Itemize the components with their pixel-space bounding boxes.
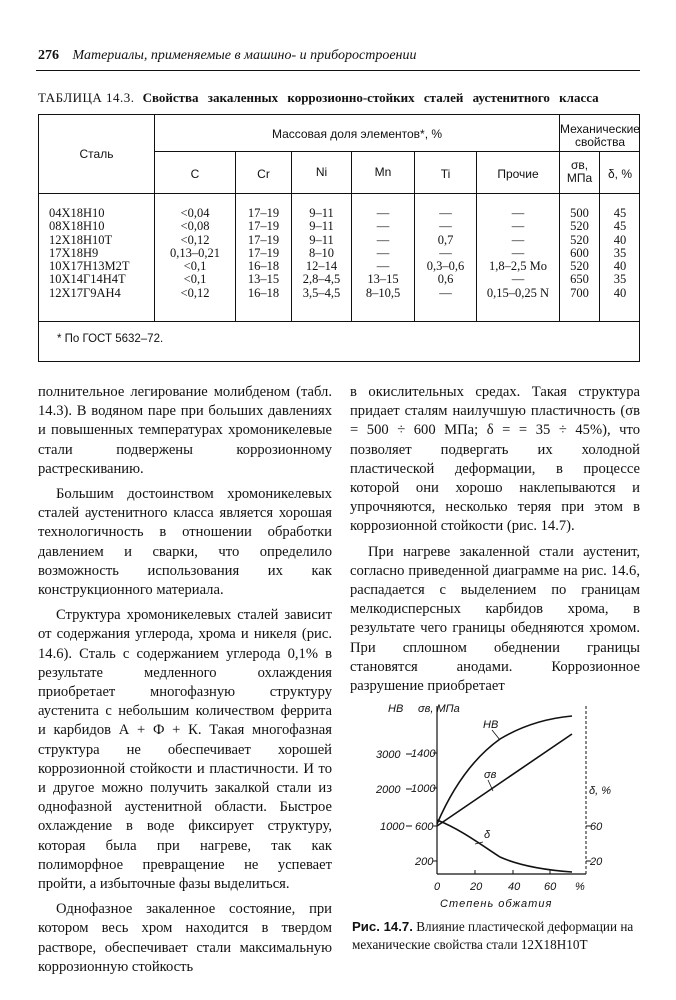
axis-title-sigma: σв, МПа	[418, 703, 460, 715]
table-cell-steel: 12Х17Г9АН4	[49, 285, 121, 300]
table-cell-delta: 45	[613, 219, 627, 234]
table-cell-sigma: 520	[570, 259, 589, 274]
table-cell-cr: 17–19	[247, 206, 280, 220]
col-header-sigma: σв, МПа	[566, 158, 593, 185]
table-cell-delta: 40	[613, 259, 627, 274]
table-cell-cr: 16–18	[247, 259, 280, 274]
table-cell-ti: —	[439, 245, 452, 260]
delta-column	[600, 207, 640, 300]
properties-table	[38, 114, 640, 362]
x-tick: 20	[470, 881, 483, 893]
table-cell-steel: 08Х18Н10	[49, 219, 105, 234]
col-header-ti: Ti	[440, 167, 451, 181]
table-subheader-rule	[154, 151, 639, 152]
table-cell-steel: 04Х18Н10	[49, 206, 105, 220]
table-cell-delta: 35	[613, 272, 627, 287]
table-cell-delta: 40	[613, 285, 627, 300]
x-axis-title: Степень обжатия	[440, 898, 553, 910]
table-cell-ti: 0,6	[437, 272, 454, 287]
col-header-steel: Сталь	[79, 147, 114, 161]
figure-caption-text: Влияние пластической деформации на механические свойства стали 12Х18Н10Т	[352, 919, 634, 952]
col-header-delta: δ, %	[607, 167, 633, 181]
table-cell-cr: 17–19	[247, 245, 280, 260]
running-title: Материалы, применяемые в машино- и приборостроении	[72, 48, 417, 63]
table-cell-ni: 9–11	[309, 219, 334, 234]
table-cell-ni: 9–11	[309, 206, 334, 220]
x-tick: 60	[544, 881, 557, 893]
table-cell-other: 1,8–2,5 Mo	[489, 259, 547, 274]
x-tick: %	[575, 881, 585, 893]
paragraph: в окислительных средах. Такая структура придает сталям наилучшую пластичность (σв = 500 ÷ 600 МПа; δ = = 35 ÷ 45%), что позволяет подвергать их холодной пластической деформации, в процессе которой они хорошо наклепываются и упрочняются, несколько теряя при этом в коррозионной стойкости (рис. 14.7).	[350, 384, 640, 535]
table-cell-ni: 9–11	[309, 232, 334, 247]
paragraph: Структура хромоникелевых сталей зависит от содержания углерода, хрома и никеля (рис. 14.6). Сталь с содержанием углерода 0,1% в результате медленного охлаждения приобретает многофазную структуру аустенита с небольшим количеством феррита и карбидов А + Ф + К. Такая многофазная структура не обеспечивает хорошей коррозионной стойкости и пластичности. И то и другое можно получить закалкой стали из однофазной аустенитной области. Быстрое охлаждение в воде фиксирует структуру, которая была при нагреве, так как полиморфное превращение не успевает пройти, а избыточные фазы выделиться.	[38, 607, 332, 893]
sigma-tick: 600	[415, 821, 434, 833]
group-header-mechanical: Механические свойства	[560, 122, 640, 149]
hb-curve	[437, 716, 572, 824]
c-column	[155, 207, 235, 300]
mn-column	[352, 207, 414, 300]
table-cell-delta: 40	[613, 232, 627, 247]
col-header-ni: Ni	[315, 165, 328, 179]
table-cell-cr: 16–18	[247, 285, 280, 300]
table-cell-c: <0,12	[180, 285, 210, 300]
table-cell-c: <0,04	[180, 206, 210, 220]
ni-column	[292, 207, 351, 300]
table-cell-ni: 8–10	[309, 245, 334, 260]
table-cell-c: <0,1	[183, 272, 207, 287]
table-cell-sigma: 500	[570, 206, 589, 220]
table-cell-other: —	[511, 272, 525, 287]
table-cell-sigma: 520	[570, 219, 589, 234]
table-cell-ni: 12–14	[305, 259, 338, 274]
sigma-curve-label: σв	[484, 769, 497, 781]
axis-title-delta: δ, %	[589, 785, 612, 797]
sigma-tick: 1400	[411, 748, 436, 760]
table-cell-c: 0,13–0,21	[170, 245, 220, 260]
col-header-other: Прочие	[497, 167, 539, 181]
table-caption	[38, 90, 599, 106]
steel-column	[49, 207, 153, 300]
table-cell-ni: 2,8–4,5	[302, 272, 341, 287]
cr-column	[236, 207, 291, 300]
paragraph: полнительное легирование молибденом (табл. 14.3). В водяном паре при больших давлениях и повышенных температурах хромоникелевые стали подвержены коррозионному растрескиванию.	[38, 384, 332, 477]
table-caption-lead: ТАБЛИЦА 14.3.	[38, 90, 135, 105]
col-header-c: C	[190, 167, 200, 181]
group-header-composition: Массовая доля элементов*, %	[271, 127, 443, 141]
left-text-column	[38, 383, 332, 977]
delta-curve	[437, 820, 572, 872]
figure-caption	[352, 918, 642, 954]
page-number: 276	[38, 48, 59, 63]
table-cell-mn: 8–10,5	[365, 285, 401, 300]
table-cell-ti: —	[439, 206, 452, 220]
sigma-curve	[437, 734, 572, 826]
paragraph: При нагреве закаленной стали аустенит, согласно приведенной диаграмме на рис. 14.6, распадается с выделением по границам мелкодисперсных карбидов хрома, в результате чего границы обедняются хромом. При сплошном обеднении границы становятся анодами. Коррозионное разрушение приобретает	[350, 543, 640, 695]
table-header-rule	[39, 193, 639, 194]
col-header-cr: Cr	[257, 167, 270, 181]
table-cell-other: —	[511, 206, 525, 220]
table-cell-cr: 13–15	[247, 272, 280, 287]
sigma-column	[560, 207, 599, 300]
hb-tick: 3000	[376, 749, 401, 761]
table-cell-delta: 45	[613, 206, 627, 220]
table-cell-other: —	[511, 245, 525, 260]
table-cell-ti: 0,3–0,6	[426, 259, 465, 274]
table-cell-other: 0,15–0,25 N	[486, 285, 550, 300]
table-cell-steel: 17Х18Н9	[49, 245, 99, 260]
hb-tick: 2000	[376, 784, 401, 796]
paragraph: Однофазное закаленное состояние, при котором весь хром находится в твердом растворе, обеспечивает стали максимальную коррозионную стойкость	[38, 901, 332, 975]
table-caption-title: Свойства закаленных коррозионно-стойких сталей аустенитного класса	[142, 90, 599, 105]
x-tick: 0	[434, 881, 441, 893]
paragraph: Большим достоинством хромоникелевых сталей аустенитного класса является хорошая технологичность в отношении обработки давлением и сварки, что определило возможность использования их как конструкционного материала.	[38, 486, 332, 599]
table-cell-delta: 35	[613, 245, 627, 260]
table-cell-mn: —	[376, 259, 390, 274]
right-text-column	[350, 383, 640, 696]
table-cell-ni: 3,5–4,5	[302, 285, 341, 300]
figure-plot	[360, 694, 630, 916]
table-cell-c: <0,12	[180, 232, 210, 247]
x-tick: 40	[508, 881, 521, 893]
table-cell-sigma: 520	[570, 232, 589, 247]
delta-tick: 60	[590, 821, 603, 833]
table-cell-ti: —	[439, 285, 452, 300]
table-cell-mn: —	[376, 232, 390, 247]
delta-tick: 20	[590, 856, 603, 868]
table-footnote: * По ГОСТ 5632–72.	[57, 333, 164, 345]
table-cell-other: —	[511, 219, 525, 234]
sigma-tick: 1000	[411, 783, 436, 795]
sigma-tick: 200	[415, 856, 434, 868]
table-cell-sigma: 600	[570, 245, 589, 260]
table-cell-c: <0,1	[183, 259, 207, 274]
table-cell-steel: 12Х18Н10Т	[49, 232, 113, 247]
table-cell-cr: 17–19	[247, 232, 280, 247]
hb-curve-leader	[492, 730, 500, 740]
table-cell-ti: —	[439, 219, 452, 234]
table-cell-mn: 13–15	[367, 272, 399, 287]
table-cell-other: —	[511, 232, 525, 247]
table-cell-sigma: 650	[570, 272, 589, 287]
header-rule	[36, 70, 640, 71]
table-cell-mn: —	[376, 219, 390, 234]
figure-caption-number: Рис. 14.7.	[352, 919, 413, 934]
table-cell-c: <0,08	[180, 219, 210, 234]
table-cell-mn: —	[376, 206, 390, 220]
table-cell-sigma: 700	[570, 285, 589, 300]
delta-curve-label: δ	[484, 829, 491, 841]
hb-tick: 1000	[380, 821, 405, 833]
table-cell-cr: 17–19	[247, 219, 280, 234]
other-column	[477, 207, 559, 300]
hb-curve-label: HB	[483, 719, 499, 731]
ti-column	[415, 207, 476, 300]
figure-14-7	[360, 694, 630, 916]
table-cell-mn: —	[376, 245, 390, 260]
col-header-mn: Mn	[374, 165, 392, 179]
axis-title-hb: HB	[388, 703, 404, 715]
table-body-bottom-rule	[39, 321, 639, 322]
running-header	[38, 48, 417, 64]
table-cell-ti: 0,7	[437, 232, 454, 247]
table-cell-steel: 10Х14Г14Н4Т	[49, 272, 126, 287]
table-cell-steel: 10Х17Н13М2Т	[49, 259, 130, 274]
